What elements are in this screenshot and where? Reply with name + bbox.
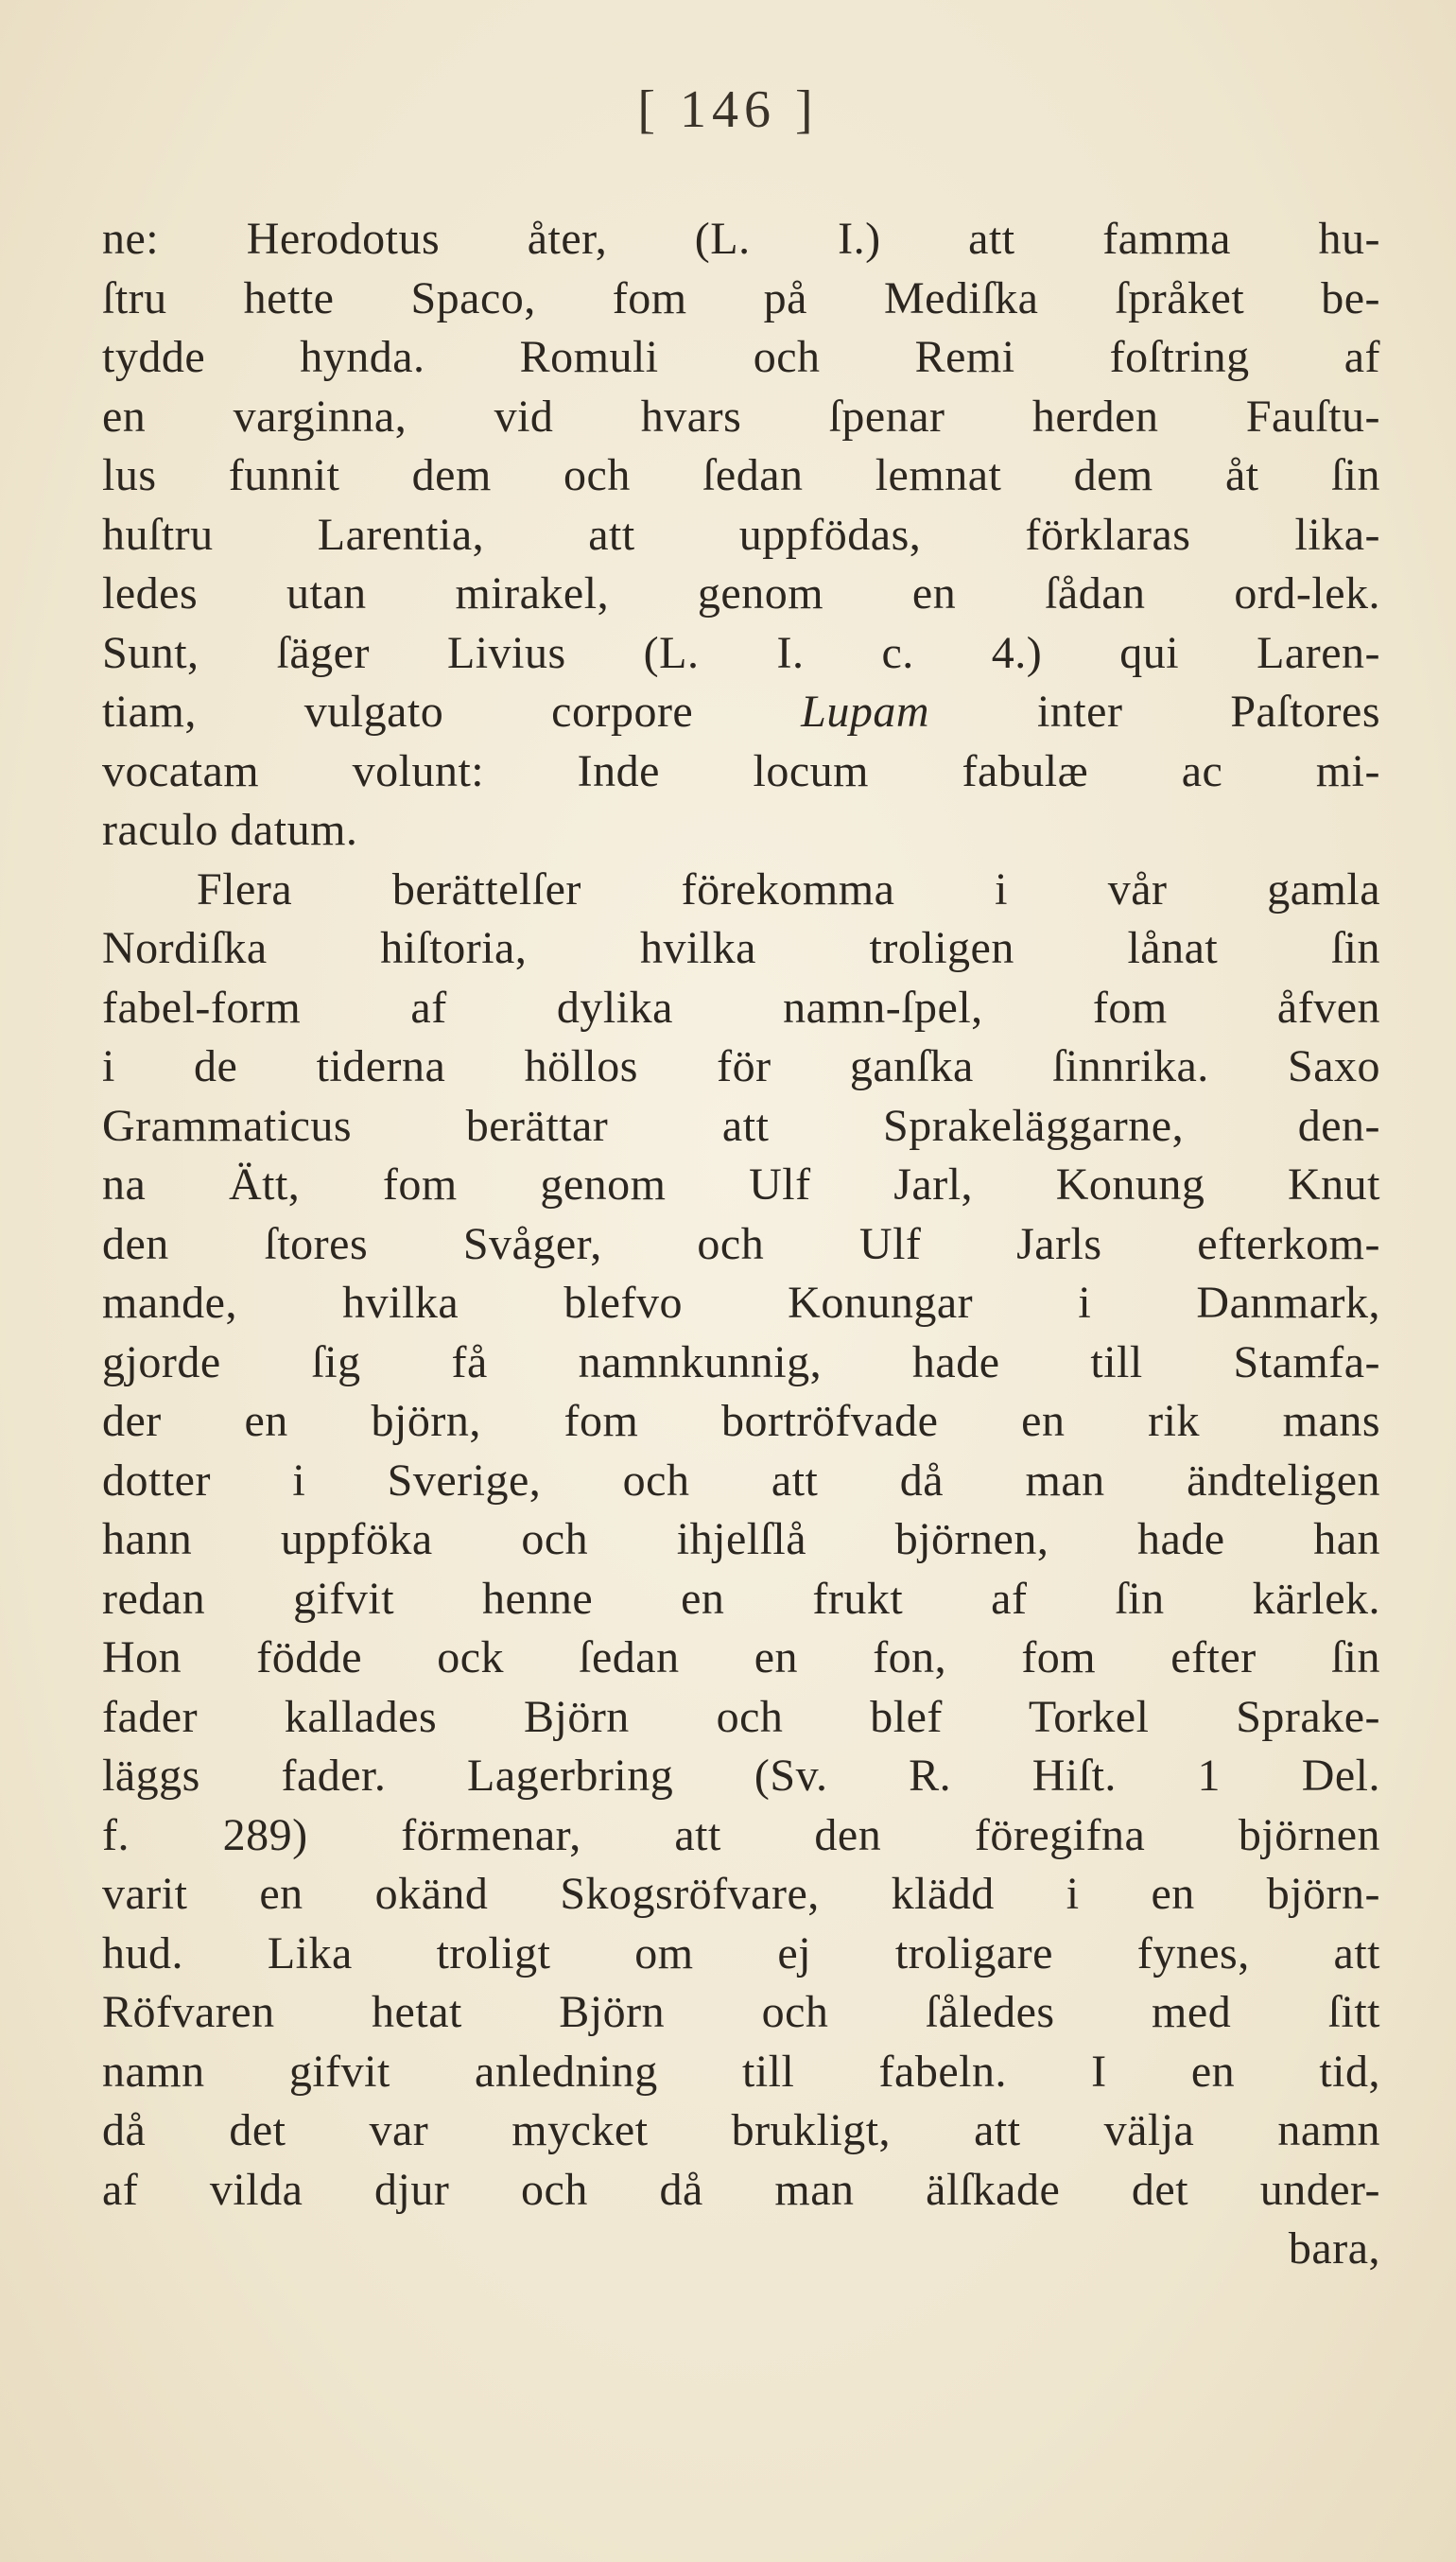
text-line: Sunt, ſäger Livius (L. I. c. 4.) qui Laren- bbox=[102, 627, 1380, 678]
text-line: den ſtores Svåger, och Ulf Jarls efterkom- bbox=[102, 1218, 1380, 1269]
text-line: gjorde ſig få namnkunnig, hade till Stamfa- bbox=[102, 1336, 1380, 1387]
text-line: af vilda djur och då man älſkade det under- bbox=[102, 2164, 1380, 2215]
page-number: [ 146 ] bbox=[637, 80, 819, 139]
text-line: ledes utan mirakel, genom en ſådan ord-lek. bbox=[102, 568, 1380, 619]
text-line: tiam, vulgato corpore Lupam inter Paſtores bbox=[102, 687, 1380, 737]
text-line: läggs fader. Lagerbring (Sv. R. Hiſt. 1 Del. bbox=[102, 1751, 1380, 1801]
paragraph-1 bbox=[102, 210, 1380, 861]
text-line: der en björn, fom bortröfvade en rik mans bbox=[102, 1396, 1380, 1446]
text-line: ſtru hette Spaco, fom på Mediſka ſpråket be- bbox=[102, 272, 1380, 323]
paragraph-2 bbox=[102, 861, 1380, 2221]
text-line: dotter i Sverige, och att då man ändteligen bbox=[102, 1455, 1380, 1506]
text-line: Flera berättelſer förekomma i vår gamla bbox=[197, 863, 1380, 915]
text-line: hann uppföka och ihjelſlå björnen, hade han bbox=[102, 1514, 1380, 1564]
text-line: Grammaticus berättar att Sprakeläggarne, den- bbox=[102, 1100, 1380, 1151]
text-line: mande, hvilka blefvo Konungar i Danmark, bbox=[102, 1278, 1380, 1328]
text-line: vocatam volunt: Inde locum fabulæ ac mi- bbox=[102, 745, 1380, 796]
catchword: bara, bbox=[1288, 2223, 1380, 2274]
text-line: huſtru Larentia, att uppfödas, förklaras lika- bbox=[102, 509, 1380, 560]
text-line: fabel-form af dylika namn-ſpel, fom åfven bbox=[102, 982, 1380, 1033]
text-line: lus funnit dem och ſedan lemnat dem åt ſin bbox=[102, 450, 1380, 500]
text-line: redan gifvit henne en frukt af ſin kärlek. bbox=[102, 1573, 1380, 1624]
italic-word: Lupam bbox=[801, 687, 930, 737]
text-line: raculo datum. bbox=[102, 805, 358, 855]
text-line: fader kallades Björn och blef Torkel Sprake- bbox=[102, 1691, 1380, 1742]
body-text bbox=[102, 210, 1380, 2279]
text-line: namn gifvit anledning till fabeln. I en tid, bbox=[102, 2046, 1380, 2097]
text-line: Hon födde ock ſedan en fon, fom efter ſin bbox=[102, 1632, 1380, 1682]
text-line: då det var mycket brukligt, att välja namn bbox=[102, 2105, 1380, 2155]
text-line: Röfvaren hetat Björn och ſåledes med ſitt bbox=[102, 1987, 1380, 2037]
text-line: i de tiderna höllos för ganſka ſinnrika. Saxo bbox=[102, 1041, 1380, 1091]
text-line: ne: Herodotus åter, (L. I.) att famma hu- bbox=[102, 214, 1380, 264]
text-line: tydde hynda. Romuli och Remi foſtring af bbox=[102, 332, 1380, 382]
text-line: f. 289) förmenar, att den föregifna björnen bbox=[102, 1809, 1380, 1860]
text-line: Nordiſka hiſtoria, hvilka troligen lånat ſin bbox=[102, 923, 1380, 973]
text-line: hud. Lika troligt om ej troligare fynes, att bbox=[102, 1927, 1380, 1978]
text-line: en varginna, vid hvars ſpenar herden Fauſtu- bbox=[102, 391, 1380, 442]
text-line: varit en okänd Skogsröfvare, klädd i en björn- bbox=[102, 1869, 1380, 1919]
text-line: na Ätt, fom genom Ulf Jarl, Konung Knut bbox=[102, 1159, 1380, 1210]
